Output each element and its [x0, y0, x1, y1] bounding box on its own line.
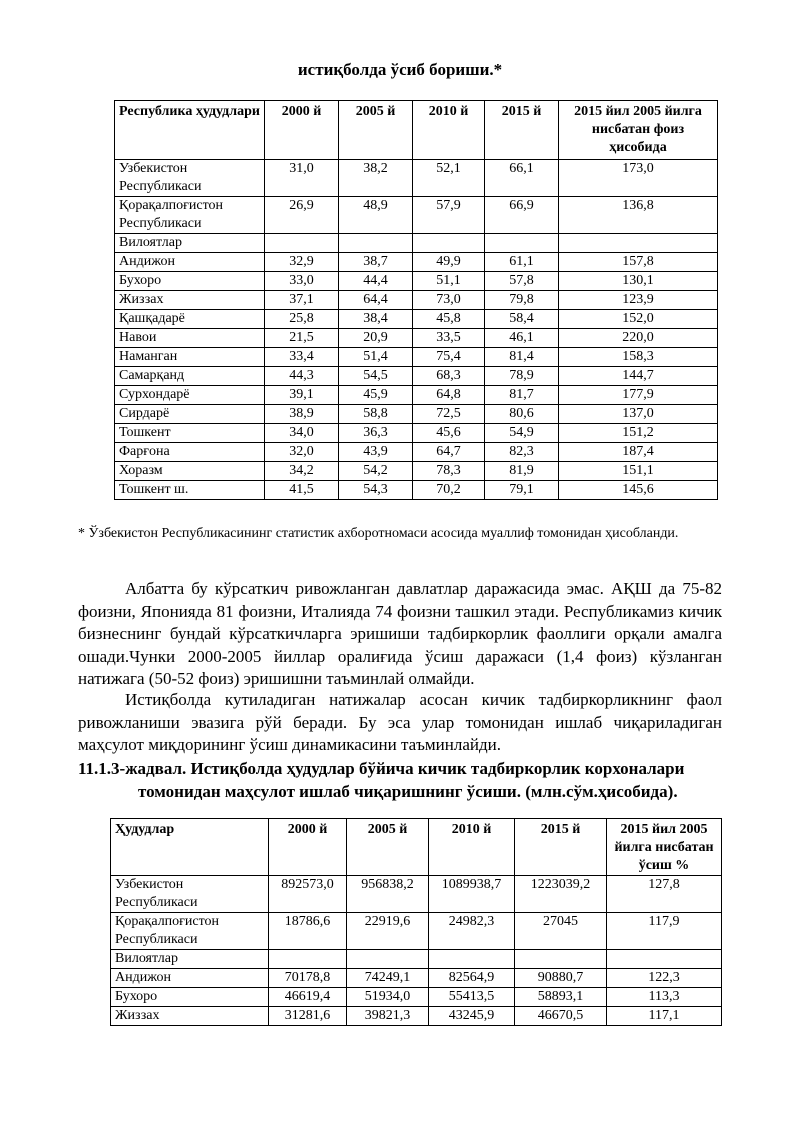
- value-cell: 956838,2: [347, 876, 429, 913]
- table-row: [115, 291, 718, 310]
- value-cell: [515, 950, 607, 969]
- value-cell: 74249,1: [347, 969, 429, 988]
- table-row: [115, 462, 718, 481]
- table-row: [111, 1007, 722, 1026]
- value-cell: 66,1: [485, 160, 559, 197]
- value-cell: 73,0: [413, 291, 485, 310]
- region-cell: Қорақалпоғистон Республикаси: [115, 197, 265, 234]
- body-paragraph: Истиқболда кутиладиган натижалар асосан кичик тадбиркорликнинг фаол ривожланиши эвазига рўй беради. Бу эса улар томонидан ишлаб чиқариладиган маҳсулот миқдорининг ўсиш динамикасини таъминлайди.: [78, 690, 722, 754]
- value-cell: 144,7: [559, 367, 718, 386]
- value-cell: 24982,3: [429, 913, 515, 950]
- region-cell: Андижон: [111, 969, 269, 988]
- column-header: 2015 йил 2005 йилга нисбатан ўсиш %: [607, 819, 722, 876]
- table-body: [115, 160, 718, 500]
- table-body: [111, 876, 722, 1026]
- table-row: [115, 405, 718, 424]
- table-caption-line: томонидан маҳсулот ишлаб чиқаришнинг ўсиши. (млн.сўм.ҳисобида).: [138, 782, 678, 801]
- value-cell: 173,0: [559, 160, 718, 197]
- table-row: [115, 348, 718, 367]
- footnote: * Ўзбекистон Республикасининг статистик ахборотномаси асосида муаллиф томонидан ҳисобланди.: [78, 526, 679, 541]
- value-cell: 51,4: [339, 348, 413, 367]
- value-cell: 157,8: [559, 253, 718, 272]
- value-cell: 82,3: [485, 443, 559, 462]
- value-cell: 892573,0: [269, 876, 347, 913]
- value-cell: 39,1: [265, 386, 339, 405]
- value-cell: 45,9: [339, 386, 413, 405]
- value-cell: 81,4: [485, 348, 559, 367]
- value-cell: 79,1: [485, 481, 559, 500]
- region-cell: Навои: [115, 329, 265, 348]
- table-caption-line: 11.1.3-жадвал. Истиқболда ҳудудлар бўйича кичик тадбиркорлик корхоналари: [78, 759, 685, 778]
- value-cell: 54,5: [339, 367, 413, 386]
- value-cell: 127,8: [607, 876, 722, 913]
- value-cell: 20,9: [339, 329, 413, 348]
- column-header: 2000 й: [265, 101, 339, 160]
- region-cell: Узбекистон Республикаси: [115, 160, 265, 197]
- region-cell: Вилоятлар: [115, 234, 265, 253]
- value-cell: 78,3: [413, 462, 485, 481]
- production-growth-table: [110, 818, 722, 1026]
- value-cell: 75,4: [413, 348, 485, 367]
- value-cell: 44,4: [339, 272, 413, 291]
- value-cell: 113,3: [607, 988, 722, 1007]
- value-cell: 66,9: [485, 197, 559, 234]
- value-cell: 51,1: [413, 272, 485, 291]
- region-cell: Тошкент: [115, 424, 265, 443]
- value-cell: 130,1: [559, 272, 718, 291]
- value-cell: 33,4: [265, 348, 339, 367]
- region-cell: Сирдарё: [115, 405, 265, 424]
- value-cell: 52,1: [413, 160, 485, 197]
- value-cell: 1223039,2: [515, 876, 607, 913]
- table-row: [115, 481, 718, 500]
- value-cell: 32,0: [265, 443, 339, 462]
- value-cell: 55413,5: [429, 988, 515, 1007]
- value-cell: 220,0: [559, 329, 718, 348]
- column-header: 2015 й: [515, 819, 607, 876]
- value-cell: 41,5: [265, 481, 339, 500]
- table-caption: [78, 757, 758, 803]
- section-title: истиқболда ўсиб бориши.*: [297, 60, 503, 79]
- value-cell: 137,0: [559, 405, 718, 424]
- region-cell: Фарғона: [115, 443, 265, 462]
- table-row: [115, 253, 718, 272]
- value-cell: 46,1: [485, 329, 559, 348]
- column-header: Ҳудудлар: [111, 819, 269, 876]
- region-cell: Бухоро: [111, 988, 269, 1007]
- value-cell: 177,9: [559, 386, 718, 405]
- body-paragraph: Албатта бу кўрсаткич ривожланган давлатлар даражасида эмас. АҚШ да 75-82 фоизни, Японияда 81 фоизни, Италияда 74 фоизни ташкил этади. Республикамиз кичик бизнеснинг бундай кўрсаткичларга эришиши тадбиркорлик фаоллиги орқали амалга ошади.Чунки 2000-2005 йиллар оралиғида ўсиш даражаси (1,4 фоиз) кўзланган натижага (50-52 фоиз) эришишни таъминлай олмайди.: [78, 579, 722, 688]
- region-cell: Қашқадарё: [115, 310, 265, 329]
- value-cell: [269, 950, 347, 969]
- region-cell: Вилоятлар: [111, 950, 269, 969]
- value-cell: 68,3: [413, 367, 485, 386]
- value-cell: 58893,1: [515, 988, 607, 1007]
- value-cell: 36,3: [339, 424, 413, 443]
- table-row: [115, 272, 718, 291]
- table-row: [111, 950, 722, 969]
- value-cell: 64,4: [339, 291, 413, 310]
- table-row: [115, 443, 718, 462]
- value-cell: [339, 234, 413, 253]
- value-cell: 46619,4: [269, 988, 347, 1007]
- value-cell: 158,3: [559, 348, 718, 367]
- column-header: 2010 й: [413, 101, 485, 160]
- value-cell: 187,4: [559, 443, 718, 462]
- value-cell: 33,0: [265, 272, 339, 291]
- table-header-row: [111, 819, 722, 876]
- value-cell: 46670,5: [515, 1007, 607, 1026]
- value-cell: 136,8: [559, 197, 718, 234]
- value-cell: 44,3: [265, 367, 339, 386]
- value-cell: 25,8: [265, 310, 339, 329]
- value-cell: 51934,0: [347, 988, 429, 1007]
- region-cell: Андижон: [115, 253, 265, 272]
- table-row: [115, 367, 718, 386]
- value-cell: [485, 234, 559, 253]
- region-cell: Наманган: [115, 348, 265, 367]
- value-cell: [413, 234, 485, 253]
- value-cell: [429, 950, 515, 969]
- column-header: 2005 й: [339, 101, 413, 160]
- value-cell: 61,1: [485, 253, 559, 272]
- value-cell: 80,6: [485, 405, 559, 424]
- value-cell: 54,3: [339, 481, 413, 500]
- value-cell: 38,4: [339, 310, 413, 329]
- value-cell: 122,3: [607, 969, 722, 988]
- value-cell: 82564,9: [429, 969, 515, 988]
- value-cell: 18786,6: [269, 913, 347, 950]
- value-cell: 57,8: [485, 272, 559, 291]
- value-cell: 38,7: [339, 253, 413, 272]
- column-header: 2015 й: [485, 101, 559, 160]
- region-cell: Тошкент ш.: [115, 481, 265, 500]
- table-row: [111, 913, 722, 950]
- table-row: [111, 876, 722, 913]
- table-row: [115, 329, 718, 348]
- value-cell: 48,9: [339, 197, 413, 234]
- region-cell: Самарқанд: [115, 367, 265, 386]
- value-cell: 64,8: [413, 386, 485, 405]
- value-cell: 58,8: [339, 405, 413, 424]
- value-cell: 39821,3: [347, 1007, 429, 1026]
- table-row: [115, 310, 718, 329]
- value-cell: 123,9: [559, 291, 718, 310]
- value-cell: 43245,9: [429, 1007, 515, 1026]
- value-cell: [607, 950, 722, 969]
- region-cell: Хоразм: [115, 462, 265, 481]
- region-cell: Жиззах: [115, 291, 265, 310]
- column-header: Республика ҳудудлари: [115, 101, 265, 160]
- table-row: [115, 160, 718, 197]
- value-cell: [265, 234, 339, 253]
- regional-share-table: [114, 100, 718, 500]
- value-cell: 31281,6: [269, 1007, 347, 1026]
- column-header: 2010 й: [429, 819, 515, 876]
- value-cell: 32,9: [265, 253, 339, 272]
- column-header: 2000 й: [269, 819, 347, 876]
- value-cell: 70178,8: [269, 969, 347, 988]
- value-cell: 38,2: [339, 160, 413, 197]
- table-header-row: [115, 101, 718, 160]
- region-cell: Сурхондарё: [115, 386, 265, 405]
- region-cell: Узбекистон Республикаси: [111, 876, 269, 913]
- value-cell: 145,6: [559, 481, 718, 500]
- value-cell: 151,2: [559, 424, 718, 443]
- column-header: 2005 й: [347, 819, 429, 876]
- table-row: [115, 424, 718, 443]
- value-cell: 43,9: [339, 443, 413, 462]
- value-cell: 1089938,7: [429, 876, 515, 913]
- value-cell: 26,9: [265, 197, 339, 234]
- value-cell: 45,6: [413, 424, 485, 443]
- value-cell: 81,7: [485, 386, 559, 405]
- value-cell: 72,5: [413, 405, 485, 424]
- value-cell: 58,4: [485, 310, 559, 329]
- value-cell: 152,0: [559, 310, 718, 329]
- value-cell: 37,1: [265, 291, 339, 310]
- region-cell: Қорақалпоғистон Республикаси: [111, 913, 269, 950]
- value-cell: 34,2: [265, 462, 339, 481]
- value-cell: 64,7: [413, 443, 485, 462]
- table-row: [115, 386, 718, 405]
- value-cell: 117,9: [607, 913, 722, 950]
- value-cell: 27045: [515, 913, 607, 950]
- table-row: [115, 234, 718, 253]
- value-cell: 45,8: [413, 310, 485, 329]
- value-cell: 33,5: [413, 329, 485, 348]
- value-cell: 78,9: [485, 367, 559, 386]
- value-cell: 38,9: [265, 405, 339, 424]
- value-cell: [559, 234, 718, 253]
- value-cell: 151,1: [559, 462, 718, 481]
- value-cell: [347, 950, 429, 969]
- value-cell: 117,1: [607, 1007, 722, 1026]
- value-cell: 70,2: [413, 481, 485, 500]
- region-cell: Жиззах: [111, 1007, 269, 1026]
- value-cell: 34,0: [265, 424, 339, 443]
- value-cell: 54,2: [339, 462, 413, 481]
- table-row: [111, 988, 722, 1007]
- value-cell: 90880,7: [515, 969, 607, 988]
- value-cell: 31,0: [265, 160, 339, 197]
- value-cell: 49,9: [413, 253, 485, 272]
- region-cell: Бухоро: [115, 272, 265, 291]
- value-cell: 57,9: [413, 197, 485, 234]
- value-cell: 54,9: [485, 424, 559, 443]
- value-cell: 79,8: [485, 291, 559, 310]
- value-cell: 21,5: [265, 329, 339, 348]
- table-row: [115, 197, 718, 234]
- value-cell: 22919,6: [347, 913, 429, 950]
- column-header: 2015 йил 2005 йилга нисбатан фоиз ҳисобида: [559, 101, 718, 160]
- value-cell: 81,9: [485, 462, 559, 481]
- table-row: [111, 969, 722, 988]
